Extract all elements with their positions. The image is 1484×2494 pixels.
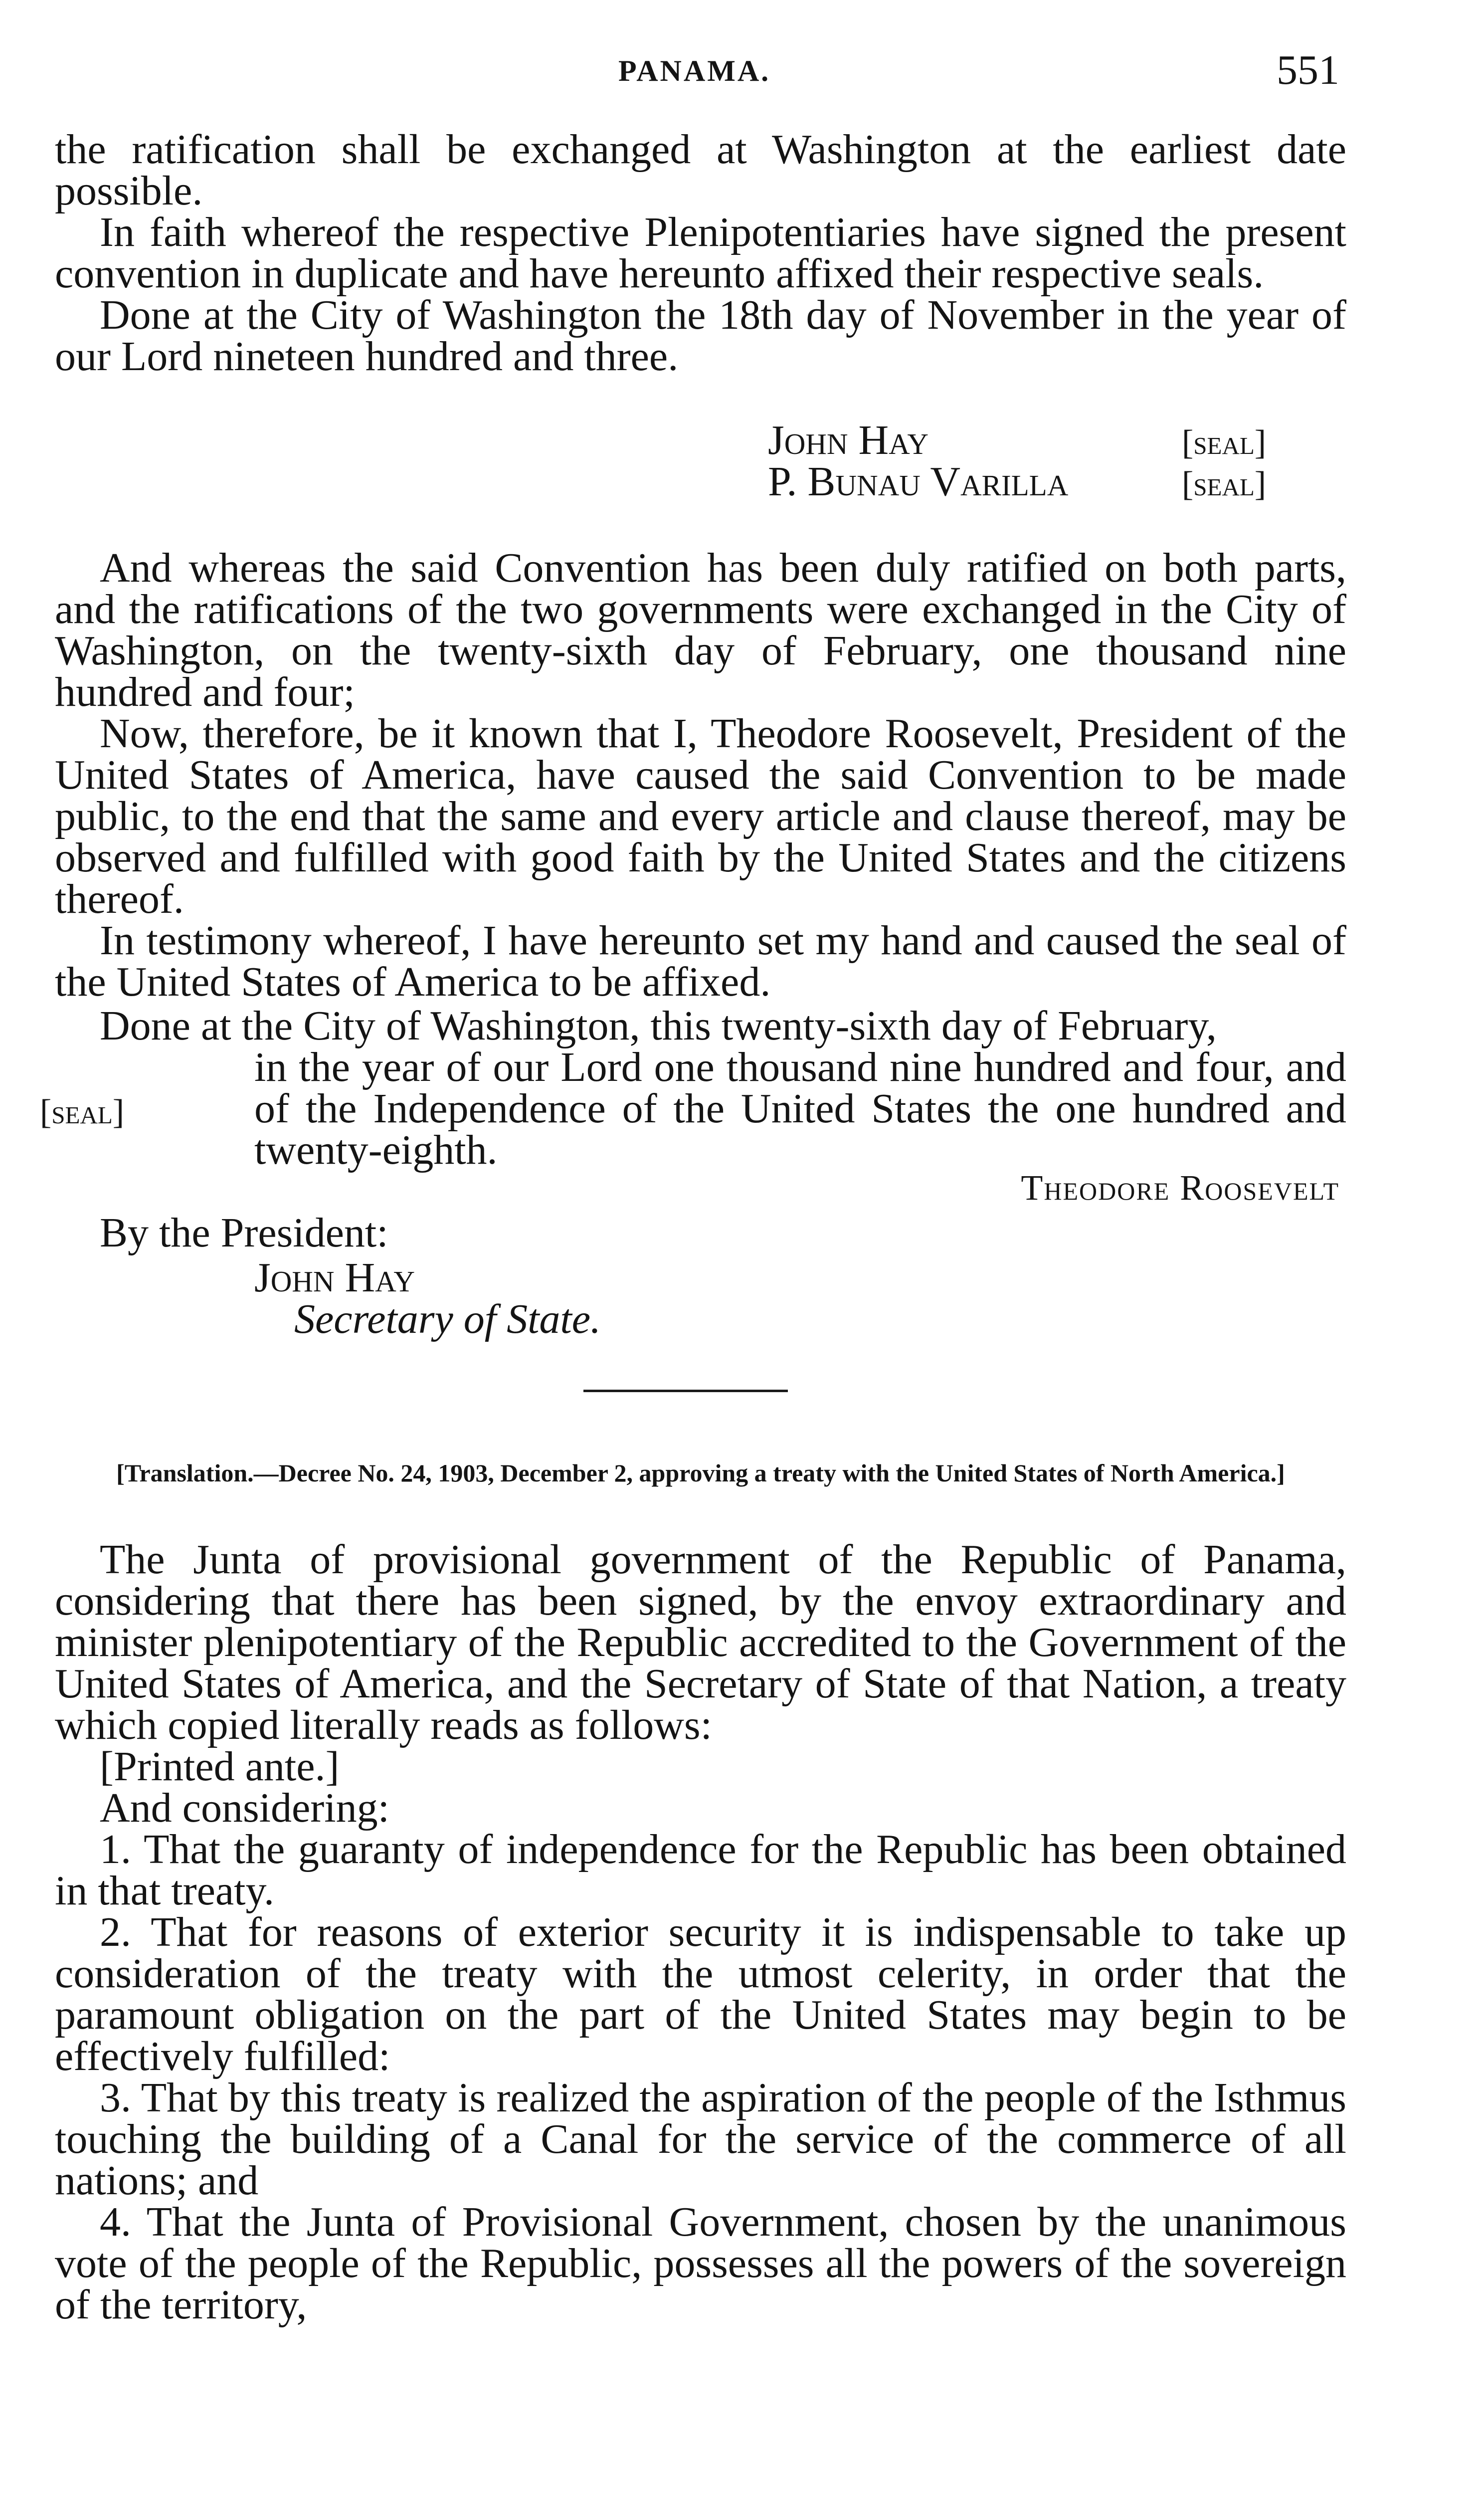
paragraph: And whereas the said Convention has been duly ratified on both parts, and the ratifications of the two governments were exchanged in the City of Washington, on the twenty-sixth day of February, one thousand nine hundred and four; [55, 545, 1346, 715]
paragraph: In faith whereof the respective Plenipotentiaries have signed the present convention in duplicate and have hereunto affixed their respective seals. [55, 209, 1346, 297]
section-divider [583, 1390, 788, 1392]
translation-note: [Translation.—Decree No. 24, 1903, December 2, approving a treaty with the United States of North America.] [116, 1459, 1285, 1487]
paragraph: 2. That for reasons of exterior security it is indispensable to take up consideration of the treaty with the utmost celerity, in order that the paramount obligation on the part of the United States may begin to be effectively fulfilled: [55, 1909, 1346, 2079]
paragraph: [Printed ante.] [100, 1743, 340, 1790]
done-first-line: Done at the City of Washington, this twenty-sixth day of February, [100, 1003, 1217, 1049]
paragraph: The Junta of provisional government of the Republic of Panama, considering that there has been signed, by the envoy extraordinary and minister plenipotentiary of the Republic accredited to the Government of the United States of America, and the Secretary of State of that Nation, a treaty which copied literally reads as follows: [55, 1536, 1346, 1748]
signature-secretary: John Hay [254, 1254, 415, 1301]
section-3-text [55, 1536, 1346, 2328]
page-number: 551 [1277, 47, 1339, 93]
done-at-block [55, 1005, 1346, 1171]
done-continuation: in the year of our Lord one thousand nine hundred and four, and of the Independence of the United States the one hundred and twenty-eighth. [254, 1044, 1346, 1173]
signature-roosevelt: Theodore Roosevelt [1021, 1168, 1339, 1208]
paragraph: 1. That the guaranty of independence for the Republic has been obtained in that treaty. [55, 1826, 1346, 1914]
section-2-text [55, 547, 1346, 1003]
seal-mark: [seal] [1182, 465, 1267, 503]
seal-mark: [seal] [1182, 423, 1267, 462]
paragraph: the ratification shall be exchanged at Washington at the earliest date possible. [55, 126, 1346, 214]
signature-john-hay: John Hay [768, 417, 928, 463]
seal-mark: [seal] [40, 1093, 125, 1131]
paragraph: And considering: [100, 1785, 389, 1831]
paragraph: 3. That by this treaty is realized the aspiration of the people of the Isthmus touching the building of a Canal for the service of the commerce of all nations; and [55, 2075, 1346, 2204]
running-header: PANAMA. [618, 54, 771, 87]
paragraph: Done at the City of Washington the 18th day of November in the year of our Lord nineteen hundred and three. [55, 292, 1346, 380]
paragraph: Now, therefore, be it known that I, Theodore Roosevelt, President of the United States of America, have caused the said Convention to be made public, to the end that the same and every article and clause thereof, may be observed and fulfilled with good faith by the United States and the citizens thereof. [55, 710, 1346, 922]
by-the-president: By the President: [100, 1210, 388, 1256]
paragraph: 4. That the Junta of Provisional Government, chosen by the unanimous vote of the people of the Republic, possesses all the powers of the sovereign of the territory, [55, 2199, 1346, 2328]
secretary-title: Secretary of State. [294, 1296, 601, 1342]
paragraph: In testimony whereof, I have hereunto set my hand and caused the seal of the United States of America to be affixed. [55, 917, 1346, 1005]
signature-bunau-varilla: P. Bunau Varilla [768, 458, 1069, 505]
section-1-text [55, 126, 1346, 380]
